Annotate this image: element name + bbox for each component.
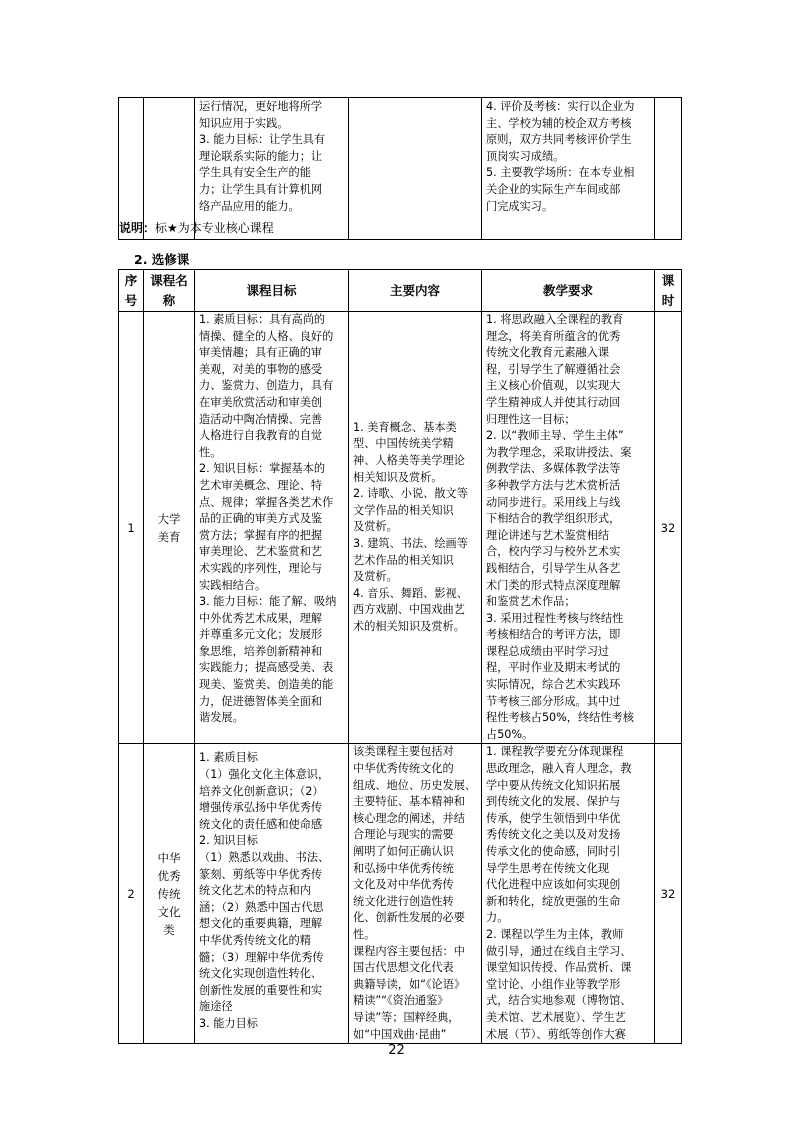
text-line: 在审美欣赏活动和审美创 xyxy=(199,395,323,409)
text-line: 到传统文化的发展、保护与 xyxy=(486,795,621,809)
text-line: 实践能力；提高感受美、表 xyxy=(199,661,334,675)
text-line: 涵；（2）熟悉中国古代思 xyxy=(199,900,324,914)
text-line: 理论讲述与艺术鉴赏相结 xyxy=(486,528,610,542)
text-line: 2. 以“教师主导、学生主体” xyxy=(486,429,624,443)
row-req-text xyxy=(486,312,650,743)
text-line: 关企业的实际生产车间或部 xyxy=(486,182,621,196)
text-line: 考核相结合的考评方法，即 xyxy=(486,628,621,642)
row-goal-text xyxy=(199,312,344,727)
text-line: 式，结合实地参观（博物馆、 xyxy=(486,994,632,1008)
text-line: 多种教学方法与艺术赏析活 xyxy=(486,478,621,492)
text-line: 做引导，通过在线自主学习、 xyxy=(486,944,632,958)
text-line: 导学生思考在传统文化现 xyxy=(486,861,610,875)
text-line: 课程总成绩由平时学习过 xyxy=(486,644,610,658)
text-line: 文学作品的相关知识 xyxy=(353,503,454,517)
text-line: 学生精神成人并使其行动回 xyxy=(486,395,621,409)
text-line: 主要特征、基本精神和 xyxy=(353,795,465,809)
text-line: 谐发展。 xyxy=(199,711,244,725)
text-line: 神、人格美等美学理论 xyxy=(353,454,465,468)
row-goal-text xyxy=(199,750,344,1032)
text-line: 2. 诗歌、小说、散文等 xyxy=(353,487,468,501)
text-line: 力；让学生具有计算机网 xyxy=(199,182,323,196)
text-line: 导读”等；国粹经典， xyxy=(353,1010,460,1024)
text-line: 理论联系实际的能力；让 xyxy=(199,149,323,163)
text-line: 及赏析。 xyxy=(353,520,398,534)
text-line: 和弘扬中华优秀传统 xyxy=(353,861,454,875)
text-line: 术实践的序列性，理论与 xyxy=(199,561,323,575)
text-line: 创新性发展的重要性和实 xyxy=(199,983,323,997)
text-line: 为教学理念，采取讲授法、案 xyxy=(486,445,632,459)
text-line: 西方戏剧、中国戏曲艺 xyxy=(353,603,465,617)
text-line: 3. 采用过程性考核与终结性 xyxy=(486,611,624,625)
text-line: 象思维，培养创新精神和 xyxy=(199,644,323,658)
continuation-req-text xyxy=(486,99,650,215)
text-line: 堂讨论、小组作业等教学形 xyxy=(486,977,621,991)
row-content-text xyxy=(353,420,477,636)
row-content-cell xyxy=(349,312,482,744)
section-title: 2. 选修课 xyxy=(134,252,190,267)
header-hours: 课时 xyxy=(655,270,682,312)
text-line: 力。 xyxy=(486,911,509,925)
text-line: 主、学校为辅的校企双方考核 xyxy=(486,116,632,130)
text-line: 培养文化创新意识；（2） xyxy=(199,784,324,798)
text-line: 术门类的形式特点深度理解 xyxy=(486,578,621,592)
text-line: 现美、鉴赏美、创造美的能 xyxy=(199,678,334,692)
row-content-cell xyxy=(349,744,482,1044)
row-name: 大学美育 xyxy=(144,312,195,744)
text-line: 如“中国戏曲·昆曲” xyxy=(353,1027,447,1041)
text-line: 国古代思想文化代表 xyxy=(353,961,454,975)
text-line: 理念，将美育所蕴含的优秀 xyxy=(486,329,621,343)
text-line: 络产品应用的能力。 xyxy=(199,199,300,213)
text-line: 并尊重多元文化；发展形 xyxy=(199,628,323,642)
text-line: 思政理念，融入育人理念，教 xyxy=(486,762,632,776)
text-line: 5. 主要教学场所：在本专业相 xyxy=(486,166,635,180)
header-req: 教学要求 xyxy=(482,270,655,312)
text-line: 代化进程中应该如何实现创 xyxy=(486,878,621,892)
text-line: 统文化艺术的特点和内 xyxy=(199,884,311,898)
text-line: 学中要从传统文化知识拓展 xyxy=(486,778,621,792)
text-line: 践相结合，引导学生从各艺 xyxy=(486,561,621,575)
text-line: 3. 能力目标 xyxy=(199,1016,258,1030)
header-row xyxy=(119,270,682,312)
text-line: 情操、健全的人格、良好的 xyxy=(199,329,334,343)
text-line: 美术馆、艺术展览）、学生艺 xyxy=(486,1010,626,1024)
text-line: （1）熟悉以戏曲、书法、 xyxy=(199,851,330,864)
text-line: 力，促进德智体美全面和 xyxy=(199,694,323,708)
text-line: 审美情趣；具有正确的审 xyxy=(199,346,323,360)
text-line: 归理性这一目标； xyxy=(486,412,576,426)
text-line: 艺术作品的相关知识 xyxy=(353,553,454,567)
text-line: 性。 xyxy=(353,927,376,941)
core-course-note xyxy=(119,219,274,236)
text-line: 程，平时作业及期末考试的 xyxy=(486,661,621,675)
text-line: 程，引导学生了解遵循社会 xyxy=(486,362,621,376)
text-line: 组成、地位、历史发展、 xyxy=(353,778,477,792)
text-line: 该类课程主要包括对 xyxy=(353,745,454,759)
text-line: 想文化的重要典籍，理解 xyxy=(199,917,323,931)
text-line: 2. 知识目标 xyxy=(199,834,258,848)
text-line: 造活动中陶冶情操、完善 xyxy=(199,412,323,426)
text-line: 品的正确的审美方式及鉴 xyxy=(199,512,323,526)
header-goal: 课程目标 xyxy=(195,270,349,312)
text-line: 点、规律；掌握各类艺术作 xyxy=(199,495,334,509)
text-line: 1. 素质目标：具有高尚的 xyxy=(199,313,326,326)
text-line: 施途径 xyxy=(199,1000,233,1014)
note-label: 说明： xyxy=(119,221,156,235)
text-line: 性。 xyxy=(199,445,222,459)
text-line: 知识应用于实践。 xyxy=(199,116,289,130)
text-line: 程性考核占50%，终结性考核 xyxy=(486,711,634,725)
text-line: 美观，对美的事物的感受 xyxy=(199,362,323,376)
text-line: 艺术审美概念、理论、特 xyxy=(199,478,323,492)
text-line: 文化及对中华优秀传 xyxy=(353,878,454,892)
continuation-goal-text xyxy=(199,99,344,215)
row-goal-cell xyxy=(195,744,349,1044)
text-line: 传承，使学生领悟到中华优 xyxy=(486,811,621,825)
text-line: 3. 建筑、书法、绘画等 xyxy=(353,537,468,551)
text-line: 赏方法；掌握有序的把握 xyxy=(199,528,323,542)
text-line: 下相结合的教学组织形式， xyxy=(486,512,621,526)
text-line: 术展（节）、剪纸等创作大赛 xyxy=(486,1027,626,1041)
text-line: 4. 评价及考核：实行以企业为 xyxy=(486,100,635,113)
text-line: 门完成实习。 xyxy=(486,199,554,213)
text-line: 课程内容主要包括：中 xyxy=(353,944,465,958)
text-line: 中华优秀传统文化的精 xyxy=(199,933,311,947)
row-hours: 32 xyxy=(655,312,682,744)
text-line: 实际情况，综合艺术实践环 xyxy=(486,678,621,692)
text-line: 力、鉴赏力、创造力，具有 xyxy=(199,379,334,393)
row-name: 中华优秀传统文化类 xyxy=(144,744,195,1044)
text-line: 中华优秀传统文化的 xyxy=(353,762,454,776)
text-line: 原则，双方共同考核评价学生 xyxy=(486,133,632,147)
row-content-text xyxy=(353,744,477,1043)
row-hours: 32 xyxy=(655,744,682,1044)
text-line: 节考核三部分形成。其中过 xyxy=(486,694,621,708)
text-line: 人格进行自我教育的自觉 xyxy=(199,429,323,443)
text-line: 阐明了如何正确认识 xyxy=(353,845,454,858)
note-text: 标★为本专业核心课程 xyxy=(155,221,274,235)
text-line: 1. 将思政融入全课程的教育 xyxy=(486,313,624,326)
elective-course-table xyxy=(118,269,682,1044)
text-line: 课堂知识传授、作品赏析、课 xyxy=(486,961,632,975)
text-line: 及赏析。 xyxy=(353,570,398,584)
text-line: 相关知识及赏析。 xyxy=(353,470,443,484)
text-line: 1. 课程教学要充分体现课程 xyxy=(486,745,624,759)
text-line: 型、中国传统美学精 xyxy=(353,437,454,451)
text-line: 动同步进行。采用线上与线 xyxy=(486,495,621,509)
text-line: 例教学法、多媒体教学法等 xyxy=(486,462,621,476)
text-line: 学生具有安全生产的能 xyxy=(199,166,311,180)
continuation-hours-cell xyxy=(655,98,682,240)
text-line: 术的相关知识及赏析。 xyxy=(353,619,465,633)
text-line: 精读”“《资治通鉴》 xyxy=(353,994,449,1008)
row-goal-cell xyxy=(195,312,349,744)
text-line: 传统文化教育元素融入课 xyxy=(486,346,610,360)
text-line: 增强传承弘扬中华优秀传 xyxy=(199,801,323,815)
text-line: 主义核心价值观，以实现大 xyxy=(486,379,621,393)
text-line: 典籍导读，如“《论语》 xyxy=(353,977,466,991)
text-line: 和鉴赏艺术作品； xyxy=(486,595,576,609)
row-req-text xyxy=(486,744,650,1043)
text-line: 髓；（3）理解中华优秀传 xyxy=(199,950,324,964)
text-line: 1. 素质目标 xyxy=(199,751,258,765)
text-line: 合，校内学习与校外艺术实 xyxy=(486,545,621,559)
text-line: 3. 能力目标：让学生具有 xyxy=(199,133,326,147)
table-row xyxy=(119,312,682,744)
page-number: 22 xyxy=(388,1043,405,1058)
text-line: 3. 能力目标：能了解、吸纳 xyxy=(199,595,337,609)
text-line: 化、创新性发展的必要 xyxy=(353,911,465,925)
row-req-cell xyxy=(482,312,655,744)
text-line: 篆刻、剪纸等中华优秀传 xyxy=(199,867,323,881)
header-content: 主要内容 xyxy=(349,270,482,312)
row-num: 2 xyxy=(119,744,144,1044)
text-line: 合理论与现实的需要 xyxy=(353,828,454,842)
continuation-req-cell xyxy=(482,98,655,240)
header-num: 序号 xyxy=(119,270,144,312)
text-line: （1）强化文化主体意识， xyxy=(199,768,330,782)
text-line: 1. 美育概念、基本类 xyxy=(353,420,457,434)
row-num: 1 xyxy=(119,312,144,744)
text-line: 新和转化，绽放更强的生命 xyxy=(486,894,621,908)
text-line: 审美理论、艺术鉴赏和艺 xyxy=(199,545,323,559)
text-line: 核心理念的阐述，并结 xyxy=(353,811,465,825)
continuation-content-cell xyxy=(349,98,482,240)
text-line: 秀传统文化之美以及对发扬 xyxy=(486,828,621,842)
header-name: 课程名称 xyxy=(144,270,195,312)
text-line: 中外优秀艺术成果，理解 xyxy=(199,611,323,625)
text-line: 统文化进行创造性转 xyxy=(353,894,454,908)
text-line: 传承文化的使命感，同时引 xyxy=(486,845,621,858)
text-line: 占50%。 xyxy=(486,727,534,741)
text-line: 运行情况，更好地将所学 xyxy=(199,100,323,113)
text-line: 2. 课程以学生为主体，教师 xyxy=(486,927,624,941)
table-row xyxy=(119,744,682,1044)
text-line: 2. 知识目标：掌握基本的 xyxy=(199,462,326,476)
text-line: 顶岗实习成绩。 xyxy=(486,149,565,163)
text-line: 实践相结合。 xyxy=(199,578,267,592)
row-req-cell xyxy=(482,744,655,1044)
text-line: 4. 音乐、舞蹈、影视、 xyxy=(353,586,468,600)
text-line: 统文化的责任感和使命感 xyxy=(199,817,323,831)
text-line: 统文化实现创造性转化、 xyxy=(199,967,323,981)
